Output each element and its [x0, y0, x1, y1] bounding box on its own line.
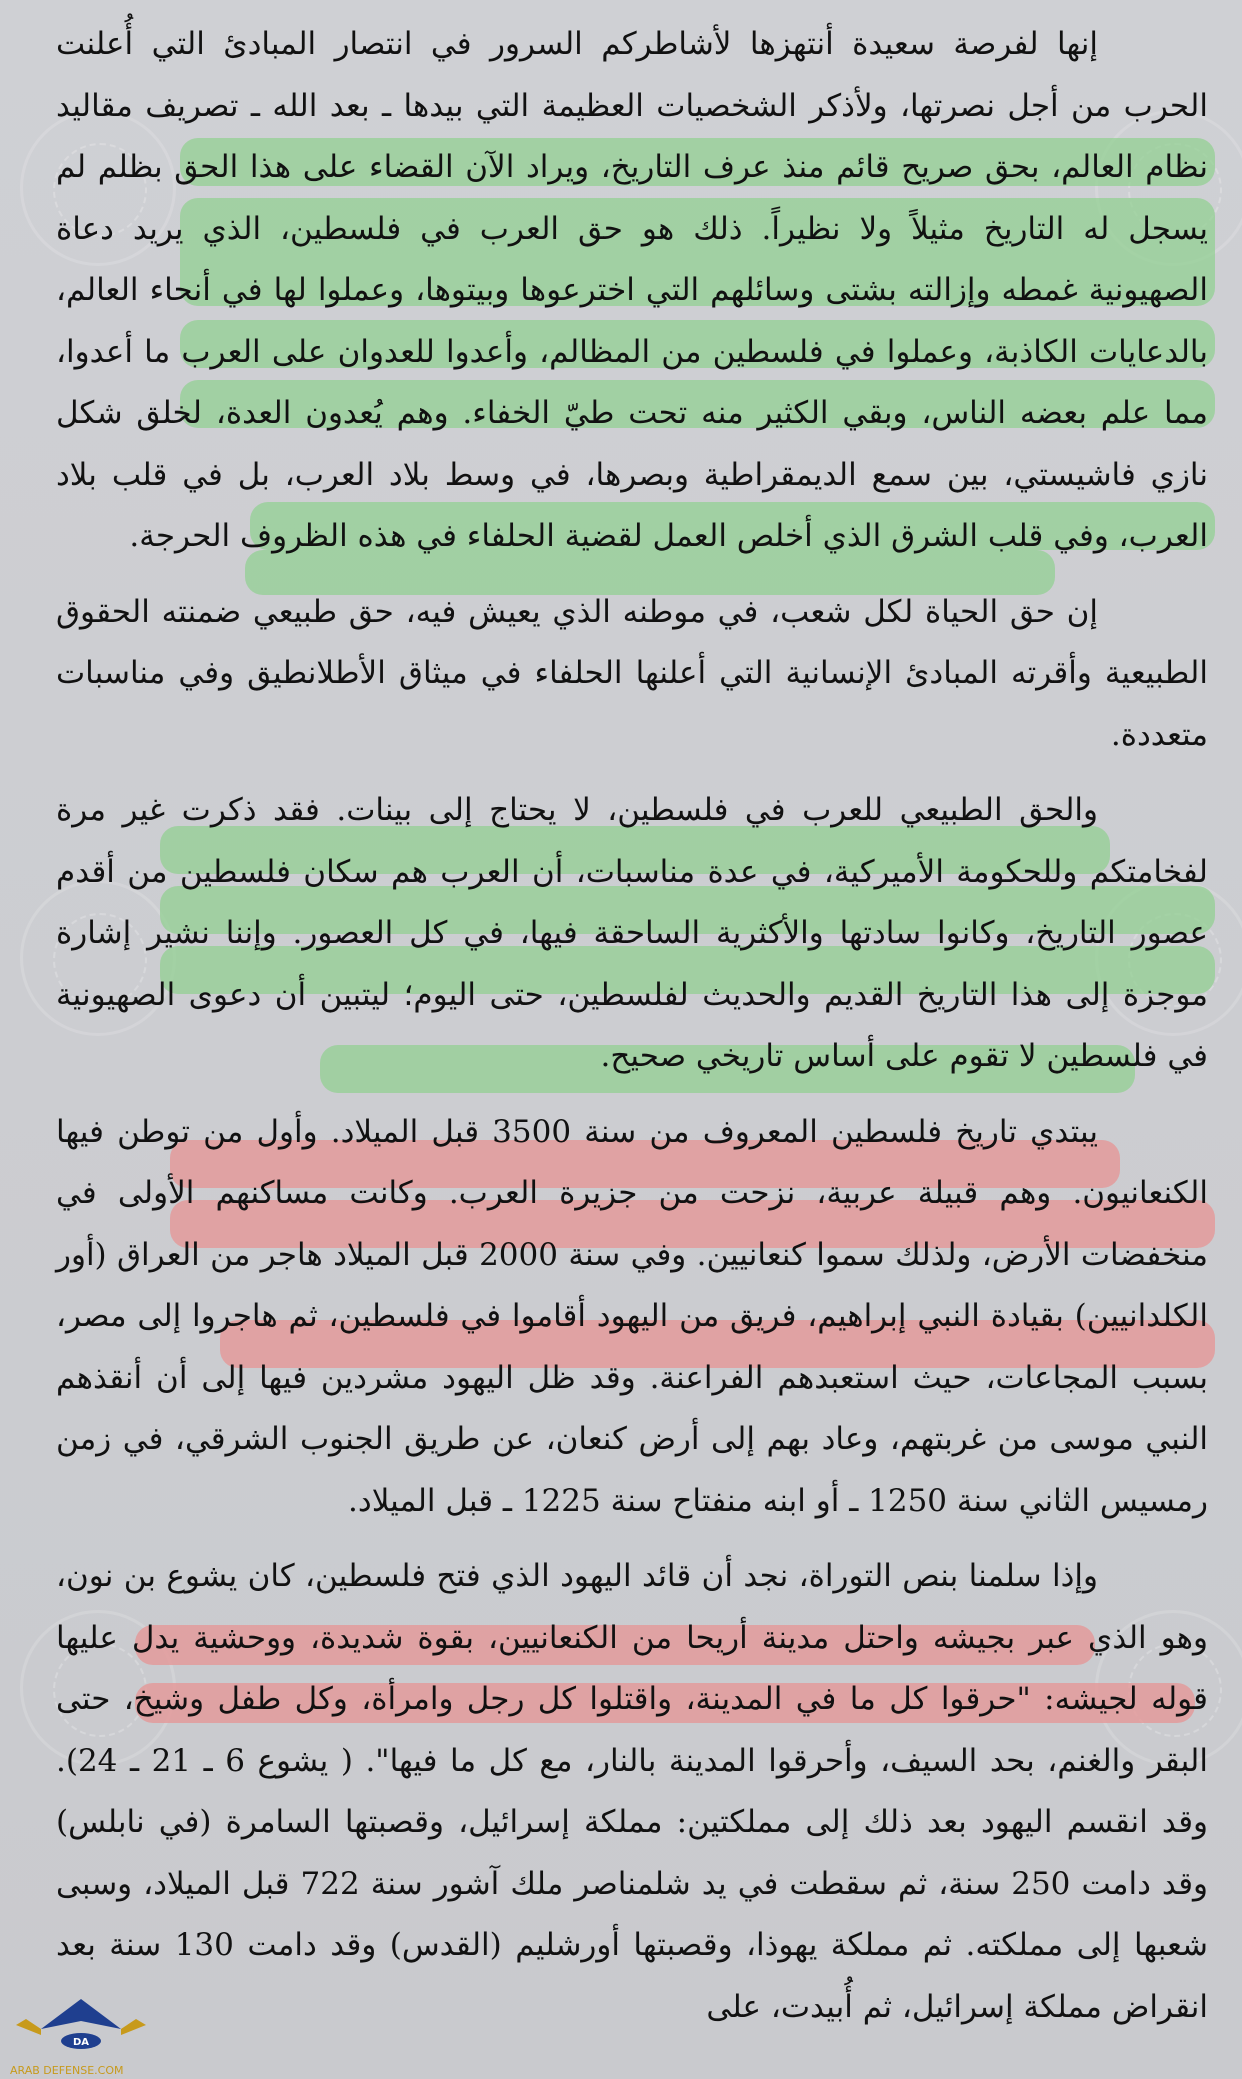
paragraph-natural-right: والحق الطبيعي للعرب في فلسطين، لا يحتاج إلى بينات. فقد ذكرت غير مرة لفخامتكم وللحكومة الأميركية، في عدة مناسبات، أن العرب هم سكان فلسطين من أقدم عصور التاريخ، وكانوا سادتها والأكثرية الساحقة فيها، في كل العصور. وإننا نشير إشارة موجزة إلى هذا التاريخ القديم والحديث لفلسطين، حتى اليوم؛ ليتبين أن دعوى الصهيونية في فلسطين لا تقوم على أساس تاريخي صحيح.: [56, 792, 1208, 1074]
paragraph-intro: إنها لفرصة سعيدة أنتهزها لأشاطركم السرور في انتصار المبادئ التي أُعلنت الحرب من أجل نصرتها، ولأذكر الشخصيات العظيمة التي بيدها ـ بعد الله ـ تصريف مقاليد نظام العالم، بحق صريح قائم منذ عرف التاريخ، ويراد الآن القضاء على هذا الحق بظلم لم يسجل له التاريخ مثيلاً ولا نظيراً. ذلك هو حق العرب في فلسطين، الذي يريد دعاة الصهيونية غمطه وإزالته بشتى وسائلهم التي اخترعوها وبيتوها، وعملوا لها في أنحاء العالم، بالدعايات الكاذبة، وعملوا في فلسطين من المظالم، وأعدوا للعدوان على العرب ما أعدوا، مما علم بعضه الناس، وبقي الكثير منه تحت طيّ الخفاء. وهم يُعدون العدة، لخلق شكل نازي فاشيستي، بين سمع الديمقراطية وبصرها، في وسط بلاد العرب، بل في قلب بلاد العرب، وفي قلب الشرق الذي أخلص العمل لقضية الحلفاء في هذه الظروف الحرجة.: [56, 26, 1208, 554]
logo-letters: DA: [72, 2037, 90, 2048]
paragraph-history: يبتدي تاريخ فلسطين المعروف من سنة 3500 قبل الميلاد. وأول من توطن فيها الكنعانيون. وهم قبيلة عربية، نزحت من جزيرة العرب. وكانت مساكنهم الأولى في منخفضات الأرض، ولذلك سموا كنعانيين. وفي سنة 2000 قبل الميلاد هاجر من العراق (أور الكلدانيين) بقيادة النبي إبراهيم، فريق من اليهود أقاموا في فلسطين، ثم هاجروا إلى مصر، بسبب المجاعات، حيث استعبدهم الفراعنة. وقد ظل اليهود مشردين فيها إلى أن أنقذهم النبي موسى من غربتهم، وعاد بهم إلى أرض كنعان، عن طريق الجنوب الشرقي، في زمن رمسيس الثاني سنة 1250 ـ أو ابنه منفتاح سنة 1225 ـ قبل الميلاد.: [56, 1113, 1208, 1519]
paragraph-right-to-life: إن حق الحياة لكل شعب، في موطنه الذي يعيش فيه، حق طبيعي ضمنته الحقوق الطبيعية وأقرته المبادئ الإنسانية التي أعلنها الحلفاء في ميثاق الأطلانطيق وفي مناسبات متعددة.: [56, 593, 1208, 753]
site-logo: [6, 1991, 156, 2061]
paragraph-torah: وإذا سلمنا بنص التوراة، نجد أن قائد اليهود الذي فتح فلسطين، كان يشوع بن نون، وهو الذي عبر بجيشه واحتل مدينة أريحا من الكنعانيين، بقوة شديدة، ووحشية يدل عليها قوله لجيشه: "حرقوا كل ما في المدينة، واقتلوا كل رجل وامرأة، وكل طفل وشيخ، حتى البقر والغنم، بحد السيف، وأحرقوا المدينة بالنار، مع كل ما فيها". ( يشوع 6 ـ 21 ـ 24). وقد انقسم اليهود بعد ذلك إلى مملكتين: مملكة إسرائيل، وقصبتها السامرة (في نابلس) وقد دامت 250 سنة، ثم سقطت في يد شلمناصر ملك آشور سنة 722 قبل الميلاد، وسبى شعبها إلى مملكته. ثم مملكة يهوذا، وقصبتها أورشليم (القدس) وقد دامت 130 سنة بعد انقراض مملكة إسرائيل، ثم أُبيدت، على: [56, 1558, 1209, 2025]
logo-caption: ARAB DEFENSE.COM: [10, 2064, 124, 2077]
letter-body: [56, 14, 1208, 2038]
